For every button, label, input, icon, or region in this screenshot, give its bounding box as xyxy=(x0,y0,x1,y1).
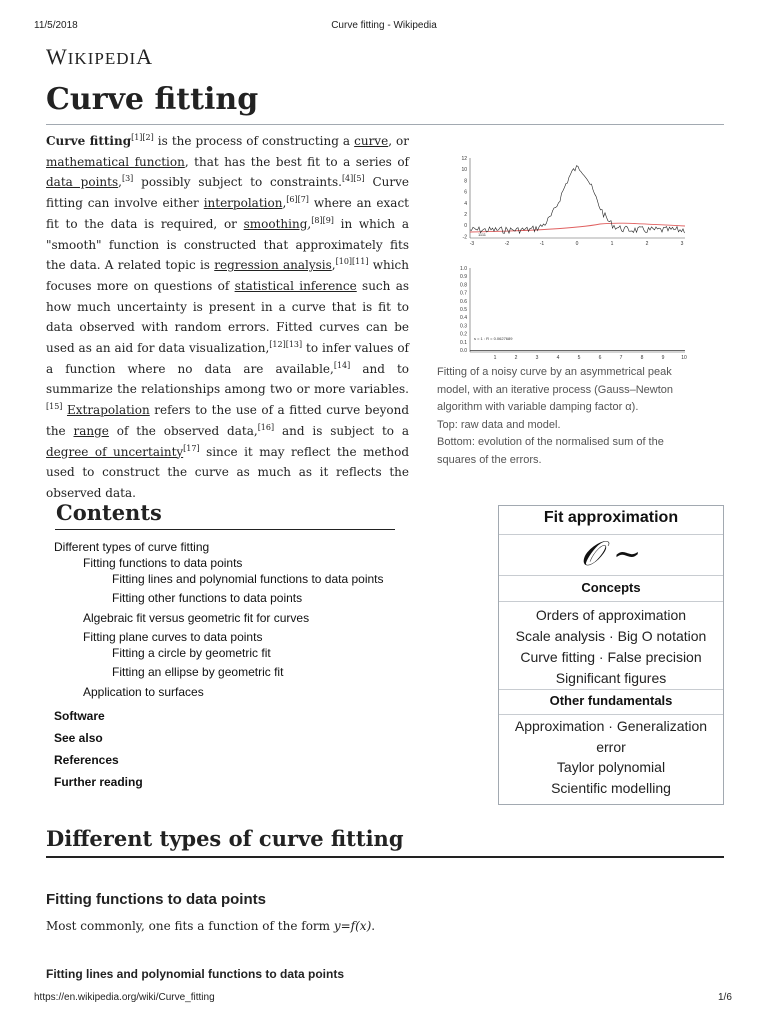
x-tick-label: -1 xyxy=(539,241,545,247)
x-tick-label: 1 xyxy=(493,355,497,360)
link-curve[interactable]: curve xyxy=(354,134,389,148)
figure-caption xyxy=(437,364,705,469)
toc-item[interactable]: Application to surfaces xyxy=(83,685,204,699)
x-tick-label: 2 xyxy=(645,241,649,247)
citation[interactable]: [8][9] xyxy=(311,215,334,225)
citation[interactable]: [15] xyxy=(46,402,63,412)
concepts-title: Concepts xyxy=(581,580,641,595)
wikipedia-logo[interactable]: WIKIPEDIA xyxy=(46,44,154,69)
navbox-link[interactable]: Orders of approximation xyxy=(535,607,687,623)
y-tick-label: 0.8 xyxy=(460,282,467,289)
toc-item[interactable]: Software xyxy=(54,709,105,723)
toc-item[interactable]: See also xyxy=(54,731,103,745)
link-statistical-inference[interactable]: statistical inference xyxy=(234,278,357,293)
toc-item[interactable]: Further reading xyxy=(54,775,143,789)
section-heading: Different types of curve fitting xyxy=(46,826,404,851)
section-divider xyxy=(46,856,724,858)
navbox-link[interactable]: Scientific modelling xyxy=(551,779,671,796)
x-tick-label: 2 xyxy=(514,355,518,360)
top-small-label: 1111 xyxy=(478,232,487,237)
link-regression-analysis[interactable]: regression analysis xyxy=(214,258,332,273)
link-interpolation[interactable]: interpolation xyxy=(203,196,283,211)
y-tick-label: 4 xyxy=(464,200,467,207)
y-tick-label: 12 xyxy=(461,156,467,162)
lead-paragraph: Curve fitting[1][2] is the process of constructing a curve, or mathematical function, that has the best fit to a series of data points,[3] possibly subject to constraints.[4][5] Curve fitting can involve either interpolation,[6][7] where an exact fit to the data is required, or smoothing,[8][9] in which a "smooth" function is constructed that approximately fits the data. A related topic is regression analysis,[10][11] which focuses more on questions of statistical inference such as how much uncertainty is present in a curve that is fit to data observed with random errors. Fitted curves can be used as an aid for data visualization,[12][13] to infer values of a function where no data are available,[14] and to summarize the relationships among two or more variables.[15] Extrapolation refers to the use of a fitted curve beyond the range of the observed data,[16] and is subject to a degree of uncertainty[17] since it may reflect the method used to construct the curve as much as it reflects the observed data. xyxy=(46,133,410,500)
toc-item[interactable]: Different types of curve fitting xyxy=(54,540,210,554)
section-paragraph: Most commonly, one fits a function of the form y=f(x). xyxy=(46,919,376,933)
y-tick-label: -2 xyxy=(462,234,467,241)
other-fundamentals-list xyxy=(499,716,723,798)
y-tick-label: 0.9 xyxy=(460,274,467,281)
bottom-inset-label: s = 1 : R = 0.0627689 xyxy=(474,336,513,341)
x-tick-label: 9 xyxy=(661,355,665,360)
x-tick-label: 1 xyxy=(610,241,614,247)
link-smoothing[interactable]: smoothing xyxy=(243,216,308,231)
sub-subsection-heading: Fitting lines and polynomial functions to data points xyxy=(46,967,344,981)
divider xyxy=(499,575,723,576)
contents-heading: Contents xyxy=(56,500,162,525)
toc-item[interactable]: Fitting lines and polynomial functions to data points xyxy=(112,572,384,586)
citation[interactable]: [4][5] xyxy=(341,174,365,184)
curve-fitting-figure[interactable] xyxy=(450,154,690,360)
y-tick-label: 0 xyxy=(464,223,467,230)
toc-item[interactable]: Fitting plane curves to data points xyxy=(83,630,263,644)
navbox-link[interactable]: Curve fitting · False precision xyxy=(520,649,702,665)
y-tick-label: 8 xyxy=(464,178,467,185)
lead-bold-term: Curve fitting xyxy=(46,134,132,148)
subsection-heading: Fitting functions to data points xyxy=(46,891,266,908)
x-tick-label: 6 xyxy=(598,355,602,360)
x-tick-label: 10 xyxy=(681,355,687,360)
navbox-link[interactable]: error xyxy=(596,738,626,755)
divider xyxy=(499,689,723,690)
x-tick-label: 3 xyxy=(680,241,684,247)
other-fundamentals-title: Other fundamentals xyxy=(549,693,673,708)
raw-data-curve xyxy=(470,166,685,234)
print-page-title: Curve fitting - Wikipedia xyxy=(331,20,437,31)
contents-divider xyxy=(55,529,395,530)
print-date: 11/5/2018 xyxy=(34,20,78,31)
article-title: Curve fitting xyxy=(46,82,259,117)
x-tick-label: 5 xyxy=(577,355,581,360)
toc-item[interactable]: Fitting functions to data points xyxy=(83,556,243,570)
y-tick-label: 6 xyxy=(464,189,467,196)
x-tick-label: 8 xyxy=(640,355,644,360)
divider xyxy=(499,601,723,602)
citation[interactable]: [17] xyxy=(183,443,200,453)
toc-item[interactable]: Algebraic fit versus geometric fit for curves xyxy=(83,611,310,625)
print-page-number: 1/6 xyxy=(718,992,732,1003)
citation[interactable]: [1][2] xyxy=(131,133,154,142)
divider xyxy=(499,714,723,715)
link-range[interactable]: range xyxy=(73,423,109,438)
toc-item[interactable]: References xyxy=(54,753,119,767)
link-mathematical-function[interactable]: mathematical function xyxy=(46,154,185,169)
top-plot xyxy=(461,156,685,247)
navbox-link[interactable]: Approximation · Generalization xyxy=(514,718,708,734)
big-o-symbol: 𝒪 ~ xyxy=(580,534,642,574)
y-tick-label: 0.7 xyxy=(460,290,467,297)
y-tick-label: 0.5 xyxy=(460,307,467,313)
toc-item[interactable]: Fitting other functions to data points xyxy=(112,591,303,605)
fit-approximation-navbox xyxy=(498,505,724,805)
y-tick-label: 0.1 xyxy=(460,339,467,346)
x-tick-label: -3 xyxy=(469,241,475,247)
concepts-list xyxy=(499,605,723,689)
y-tick-label: 0.0 xyxy=(460,348,467,354)
x-tick-label: 7 xyxy=(619,355,623,360)
y-tick-label: 1.0 xyxy=(460,266,467,272)
navbox-link[interactable]: Significant figures xyxy=(555,670,667,686)
navbox-link[interactable]: Scale analysis · Big O notation xyxy=(515,628,707,644)
title-divider xyxy=(46,124,724,125)
bottom-plot xyxy=(460,266,687,360)
link-degree-of-uncertainty[interactable]: degree of uncertainty xyxy=(46,444,184,459)
citation[interactable]: [3] xyxy=(121,174,134,184)
y-tick-label: 0.2 xyxy=(460,331,467,338)
navbox-title[interactable]: Fit approximation xyxy=(543,509,679,526)
y-tick-label: 0.6 xyxy=(460,298,467,305)
citation[interactable]: [16] xyxy=(257,422,275,432)
navbox-link[interactable]: Taylor polynomial xyxy=(556,759,666,775)
y-tick-label: 0.3 xyxy=(460,323,467,330)
y-tick-label: 2 xyxy=(464,212,467,218)
citation[interactable]: [10][11] xyxy=(335,257,369,267)
y-tick-label: 10 xyxy=(461,167,467,174)
citation[interactable]: [14] xyxy=(333,360,351,370)
formula: y=f(x) xyxy=(333,919,372,933)
link-data-points[interactable]: data points xyxy=(46,175,119,190)
print-url: https://en.wikipedia.org/wiki/Curve_fitting xyxy=(34,992,215,1003)
x-tick-label: 4 xyxy=(556,355,560,360)
link-extrapolation[interactable]: Extrapolation xyxy=(66,403,150,418)
toc-item[interactable]: Fitting an ellipse by geometric fit xyxy=(112,665,284,679)
caption-line: Top: raw data and model. xyxy=(437,418,561,431)
citation[interactable]: [12][13] xyxy=(269,340,303,350)
y-tick-label: 0.4 xyxy=(460,315,467,322)
toc-item[interactable]: Fitting a circle by geometric fit xyxy=(112,646,271,660)
x-tick-label: 3 xyxy=(535,355,539,360)
citation[interactable]: [6][7] xyxy=(286,195,309,205)
x-tick-label: -2 xyxy=(504,241,510,247)
caption-line: Fitting of a noisy curve by an asymmetrical peak model, with an iterative process (Gauss–Newton algorithm with variable damping factor α). xyxy=(437,366,673,413)
caption-line: Bottom: evolution of the normalised sum of the squares of the errors. xyxy=(437,436,664,466)
x-tick-label: 0 xyxy=(575,241,579,247)
